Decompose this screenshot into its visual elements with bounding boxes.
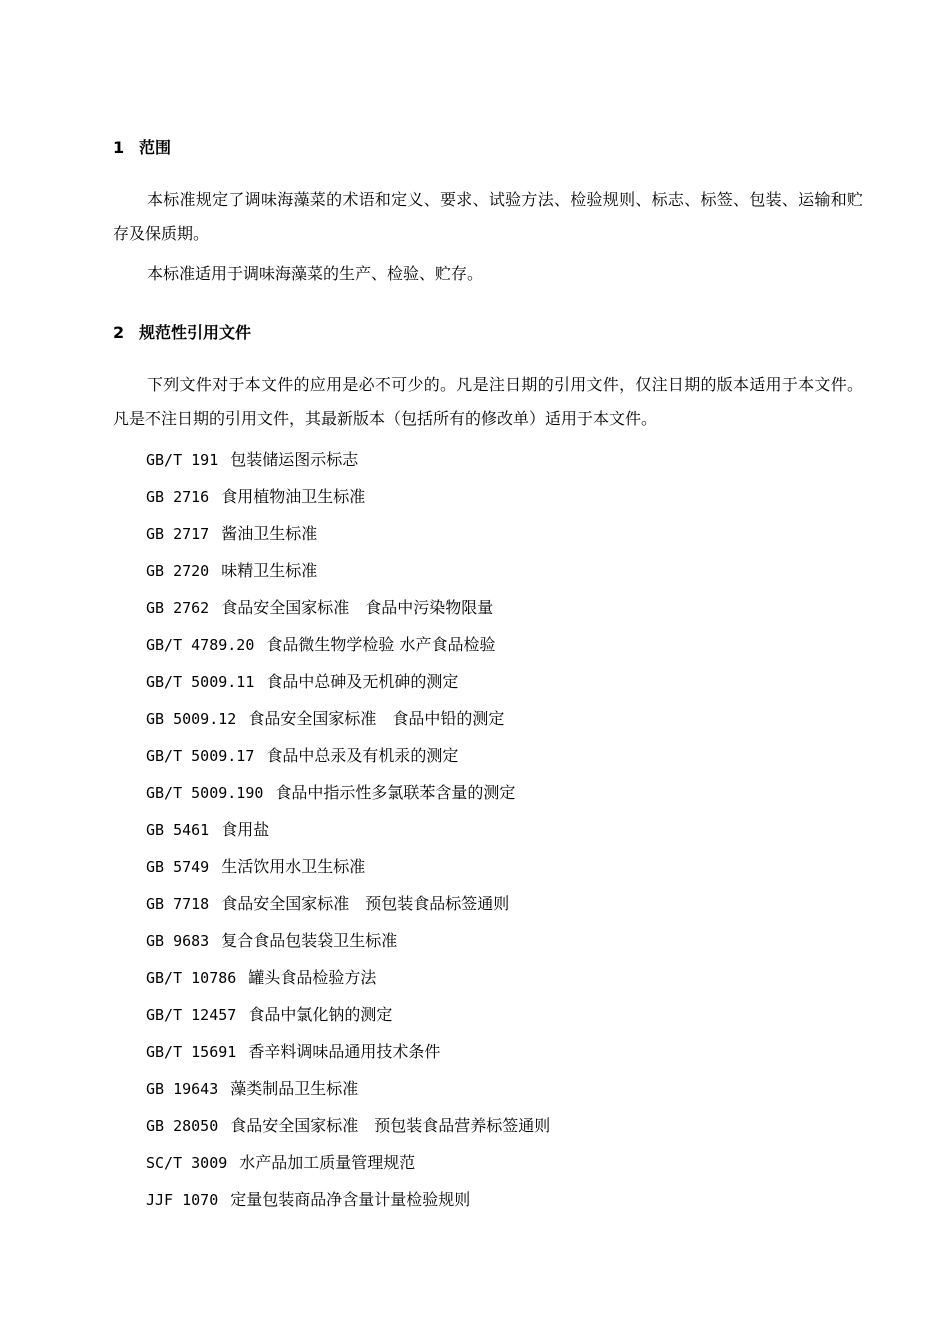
reference-title: 罐头食品检验方法 xyxy=(248,968,377,987)
reference-title: 食品安全国家标准 食品中污染物限量 xyxy=(221,598,494,617)
section-2-heading xyxy=(113,320,251,343)
reference-code: GB/T 12457 xyxy=(146,1006,237,1024)
reference-code: GB/T 10786 xyxy=(146,969,237,987)
reference-code: GB 2716 xyxy=(146,488,210,506)
reference-code: GB 7718 xyxy=(146,895,210,913)
reference-item xyxy=(146,555,550,592)
section-1-heading xyxy=(113,135,171,158)
reference-item xyxy=(146,1036,550,1073)
reference-list xyxy=(146,444,550,1221)
reference-title: 香辛料调味品通用技术条件 xyxy=(248,1042,441,1061)
section-1-number: 1 xyxy=(113,138,125,157)
reference-item xyxy=(146,703,550,740)
reference-code: GB/T 4789.20 xyxy=(146,636,255,654)
reference-item xyxy=(146,481,550,518)
reference-code: GB 2717 xyxy=(146,525,210,543)
reference-code: GB 2762 xyxy=(146,599,210,617)
reference-item xyxy=(146,592,550,629)
scope-paragraph-2: 本标准适用于调味海藻菜的生产、检验、贮存。 xyxy=(147,264,484,283)
reference-title: 包装储运图示标志 xyxy=(230,450,359,469)
reference-title: 食品安全国家标准 预包装食品营养标签通则 xyxy=(230,1116,551,1135)
reference-item xyxy=(146,962,550,999)
reference-code: GB 9683 xyxy=(146,932,210,950)
reference-title: 食品安全国家标准 食品中铅的测定 xyxy=(248,709,505,728)
reference-code: GB 2720 xyxy=(146,562,210,580)
reference-item xyxy=(146,1110,550,1147)
reference-title: 藻类制品卫生标准 xyxy=(230,1079,359,1098)
reference-code: GB/T 5009.190 xyxy=(146,784,264,802)
reference-item xyxy=(146,851,550,888)
reference-title: 味精卫生标准 xyxy=(221,561,318,580)
reference-item xyxy=(146,925,550,962)
reference-title: 水产品加工质量管理规范 xyxy=(239,1153,416,1172)
reference-code: SC/T 3009 xyxy=(146,1154,228,1172)
scope-paragraph-1: 本标准规定了调味海藻菜的术语和定义、要求、试验方法、检验规则、标志、标签、包装、运输和贮存及保质期。 xyxy=(113,190,863,243)
reference-title: 复合食品包装袋卫生标准 xyxy=(221,931,398,950)
reference-item xyxy=(146,518,550,555)
reference-item xyxy=(146,1147,550,1184)
reference-title: 定量包装商品净含量计量检验规则 xyxy=(230,1190,471,1209)
section-2-title: 规范性引用文件 xyxy=(139,323,252,342)
reference-title: 食用盐 xyxy=(221,820,270,839)
reference-code: JJF 1070 xyxy=(146,1191,219,1209)
reference-title: 食品微生物学检验 水产食品检验 xyxy=(266,635,496,654)
reference-title: 食品安全国家标准 预包装食品标签通则 xyxy=(221,894,510,913)
reference-item xyxy=(146,1184,550,1221)
reference-item xyxy=(146,629,550,666)
reference-item xyxy=(146,444,550,481)
reference-code: GB 28050 xyxy=(146,1117,219,1135)
reference-title: 食品中总汞及有机汞的测定 xyxy=(266,746,459,765)
reference-code: GB/T 15691 xyxy=(146,1043,237,1061)
reference-item xyxy=(146,814,550,851)
reference-item xyxy=(146,888,550,925)
reference-title: 酱油卫生标准 xyxy=(221,524,318,543)
reference-code: GB 5749 xyxy=(146,858,210,876)
reference-item xyxy=(146,999,550,1036)
reference-title: 食品中总砷及无机砷的测定 xyxy=(266,672,459,691)
section-1-title: 范围 xyxy=(139,138,172,157)
reference-item xyxy=(146,1073,550,1110)
reference-item xyxy=(146,666,550,703)
references-intro: 下列文件对于本文件的应用是必不可少的。凡是注日期的引用文件，仅注日期的版本适用于本文件。凡是不注日期的引用文件，其最新版本（包括所有的修改单）适用于本文件。 xyxy=(113,375,863,428)
reference-title: 食品中指示性多氯联苯含量的测定 xyxy=(275,783,516,802)
reference-code: GB 5009.12 xyxy=(146,710,237,728)
reference-code: GB 19643 xyxy=(146,1080,219,1098)
reference-code: GB/T 5009.11 xyxy=(146,673,255,691)
section-2-number: 2 xyxy=(113,323,125,342)
reference-code: GB/T 191 xyxy=(146,451,219,469)
reference-title: 食品中氯化钠的测定 xyxy=(248,1005,393,1024)
reference-title: 食用植物油卫生标准 xyxy=(221,487,366,506)
reference-title: 生活饮用水卫生标准 xyxy=(221,857,366,876)
reference-item xyxy=(146,740,550,777)
reference-code: GB/T 5009.17 xyxy=(146,747,255,765)
reference-code: GB 5461 xyxy=(146,821,210,839)
reference-item xyxy=(146,777,550,814)
